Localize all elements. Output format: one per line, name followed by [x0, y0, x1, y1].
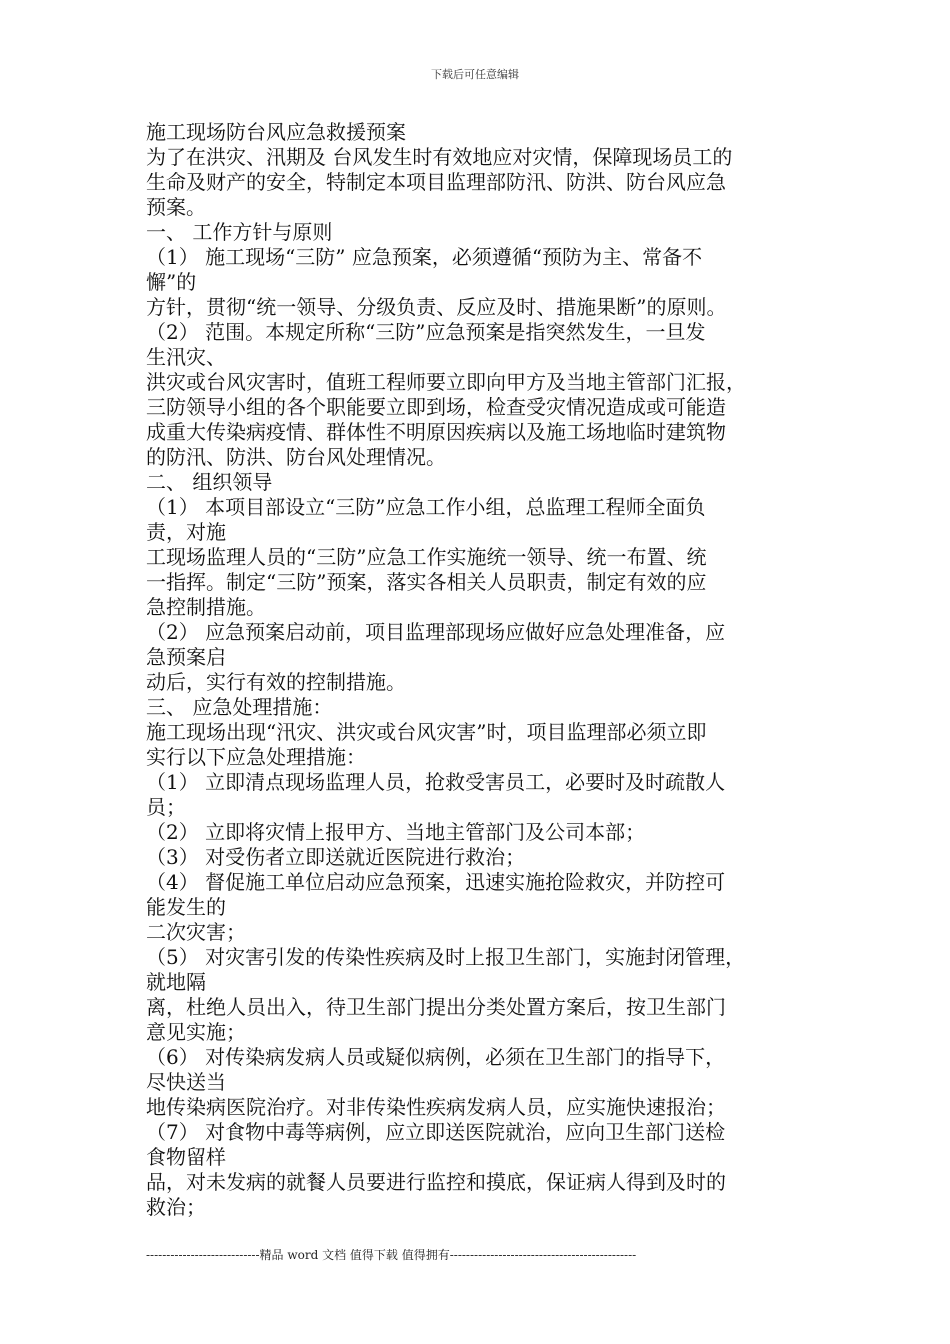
document-line: （2） 应急预案启动前，项目监理部现场应做好应急处理准备，应: [146, 620, 726, 644]
document-line: （2） 立即将灾情上报甲方、当地主管部门及公司本部；: [146, 820, 646, 844]
document-line: 成重大传染病疫情、群体性不明原因疾病以及施工场地临时建筑物: [146, 420, 726, 444]
document-body: [146, 120, 826, 1220]
document-line: 离，杜绝人员出入，待卫生部门提出分类处置方案后，按卫生部门: [146, 995, 726, 1019]
document-line: 急控制措施。: [146, 595, 266, 619]
document-line: 二次灾害；: [146, 920, 246, 944]
document-line: 意见实施；: [146, 1020, 246, 1044]
document-line: 懈”的: [146, 270, 197, 294]
document-line: 预案。: [146, 195, 206, 219]
document-line: 尽快送当: [146, 1070, 226, 1094]
document-line: 救治；: [146, 1195, 206, 1219]
document-line: 动后，实行有效的控制措施。: [146, 670, 406, 694]
document-line: （1） 本项目部设立“三防”应急工作小组，总监理工程师全面负: [146, 495, 706, 519]
document-line: 的防汛、防洪、防台风处理情况。: [146, 445, 446, 469]
document-line: （2） 范围。本规定所称“三防”应急预案是指突然发生，一旦发: [146, 320, 706, 344]
document-line: 方针，贯彻“统一领导、分级负责、反应及时、措施果断”的原则。: [146, 295, 727, 319]
document-line: 施工现场出现“汛灾、洪灾或台风灾害”时，项目监理部必须立即: [146, 720, 707, 744]
document-line: （7） 对食物中毒等病例，应立即送医院就治，应向卫生部门送检: [146, 1120, 726, 1144]
document-line: （4） 督促施工单位启动应急预案，迅速实施抢险救灾，并防控可: [146, 870, 726, 894]
document-line: （3） 对受伤者立即送就近医院进行救治；: [146, 845, 526, 869]
document-line: 为了在洪灾、汛期及 台风发生时有效地应对灾情，保障现场员工的: [146, 145, 733, 169]
document-line: 生汛灾、: [146, 345, 226, 369]
document-line: 责，对施: [146, 520, 226, 544]
page-header: 下载后可任意编辑: [431, 68, 519, 81]
document-line: 一指挥。制定“三防”预案，落实各相关人员职责，制定有效的应: [146, 570, 707, 594]
document-line: 食物留样: [146, 1145, 226, 1169]
document-line: 地传染病医院治疗。对非传染性疾病发病人员，应实施快速报治；: [146, 1095, 726, 1119]
document-line: （6） 对传染病发病人员或疑似病例，必须在卫生部门的指导下，: [146, 1045, 726, 1069]
document-line: 二、 组织领导: [146, 470, 273, 494]
document-line: 生命及财产的安全，特制定本项目监理部防汛、防洪、防台风应急: [146, 170, 726, 194]
document-line: 员；: [146, 795, 186, 819]
document-line: 洪灾或台风灾害时，值班工程师要立即向甲方及当地主管部门汇报，: [146, 370, 746, 394]
document-line: 一、 工作方针与原则: [146, 220, 333, 244]
document-line: 实行以下应急处理措施：: [146, 745, 366, 769]
document-line: 工现场监理人员的“三防”应急工作实施统一领导、统一布置、统: [146, 545, 707, 569]
document-line: 能发生的: [146, 895, 226, 919]
document-line: 品，对未发病的就餐人员要进行监控和摸底，保证病人得到及时的: [146, 1170, 726, 1194]
document-line: 三防领导小组的各个职能要立即到场，检查受灾情况造成或可能造: [146, 395, 726, 419]
document-line: （1） 施工现场“三防” 应急预案，必须遵循“预防为主、常备不: [146, 245, 703, 269]
document-line: 施工现场防台风应急救援预案: [146, 120, 406, 144]
document-line: 三、 应急处理措施：: [146, 695, 333, 719]
page-footer: ----------------------------精品 word 文档 值得下载 值得拥有----------------------------------------------: [146, 1248, 637, 1262]
document-line: （1） 立即清点现场监理人员，抢救受害员工，必要时及时疏散人: [146, 770, 726, 794]
document-line: 就地隔: [146, 970, 206, 994]
document-line: （5） 对灾害引发的传染性疾病及时上报卫生部门，实施封闭管理，: [146, 945, 746, 969]
document-line: 急预案启: [146, 645, 226, 669]
